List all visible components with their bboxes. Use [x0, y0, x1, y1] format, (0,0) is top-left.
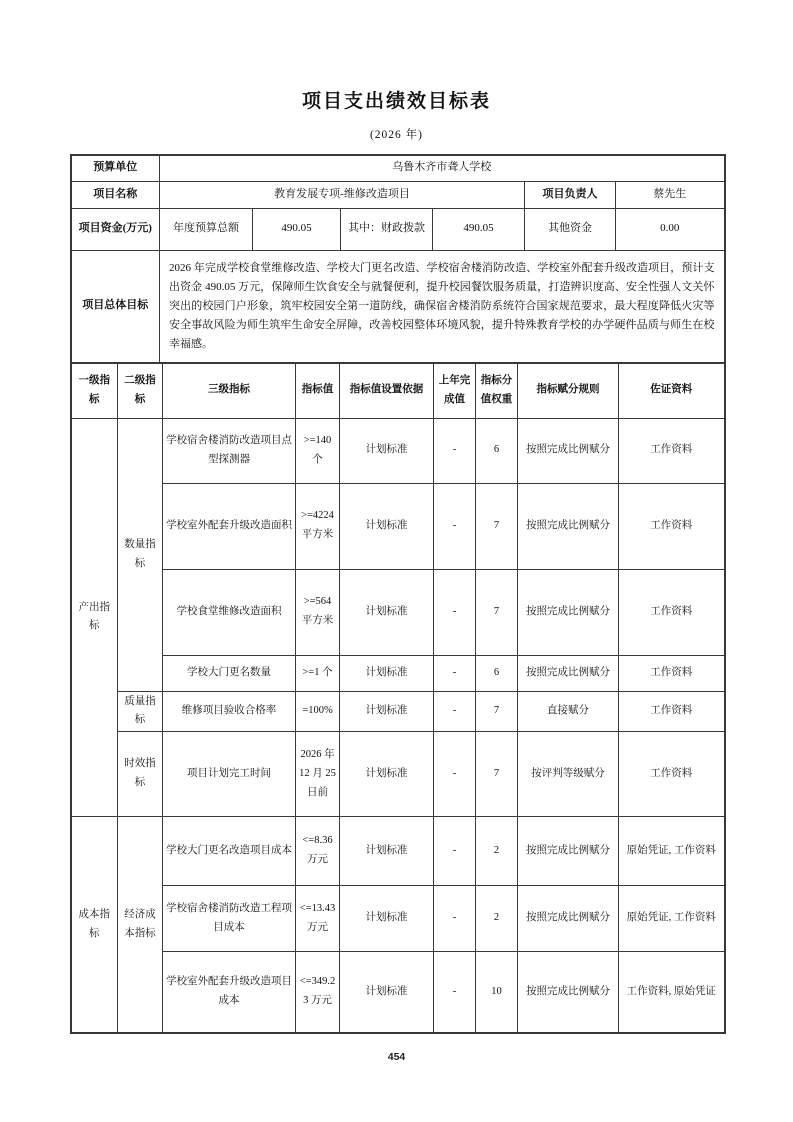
indicator-weight-cell: 6	[476, 418, 518, 483]
indicator-value-cell: 2026 年 12 月 25 日前	[296, 732, 340, 817]
header-level3: 三级指标	[163, 363, 296, 418]
indicator-rule-cell: 按照完成比例赋分	[518, 817, 619, 886]
indicator-row	[71, 817, 725, 886]
level2-timeliness-cell: 时效指标	[118, 732, 163, 817]
indicator-basis-cell: 计划标准	[340, 483, 434, 569]
indicator-rule-cell: 按照完成比例赋分	[518, 886, 619, 952]
project-leader-value: 蔡先生	[616, 181, 725, 208]
page-title: 项目支出绩效目标表	[301, 91, 491, 112]
indicator-evidence-cell: 工作资料	[619, 418, 725, 483]
indicator-basis-cell: 计划标准	[340, 952, 434, 1033]
page-number: 454	[387, 1050, 406, 1063]
indicator-basis-cell: 计划标准	[340, 655, 434, 691]
indicator-name-cell: 项目计划完工时间	[163, 732, 296, 817]
indicator-evidence-cell: 原始凭证, 工作资料	[619, 886, 725, 952]
indicator-prev-cell: -	[434, 952, 476, 1033]
indicator-prev-cell: -	[434, 886, 476, 952]
header-level2: 二级指标	[118, 363, 163, 418]
indicator-basis-cell: 计划标准	[340, 817, 434, 886]
indicator-weight-cell: 2	[476, 817, 518, 886]
indicator-basis-cell: 计划标准	[340, 886, 434, 952]
annual-budget-value: 490.05	[253, 208, 341, 250]
indicator-name-cell: 学校大门更名数量	[163, 655, 296, 691]
indicator-prev-cell: -	[434, 817, 476, 886]
overall-goal-text: 2026 年完成学校食堂维修改造、学校大门更名改造、学校宿舍楼消防改造、学校室外配套升级改造项目，预计支出资金 490.05 万元，保障师生饮食安全与就餐便利，提升校园餐饮服务质量，打造辨识度高、安全性强人文关怀突出的校园门户形象，筑牢校园安全第一道防线，确保宿舍楼消防系统符合国家规范要求，最大程度降低火灾等安全事故风险为师生筑牢生命安全屏障，改善校园整体环境风貌，提升特殊教育学校的办学硬件品质与师生在校幸福感。	[160, 250, 725, 363]
indicator-weight-cell: 7	[476, 732, 518, 817]
indicator-value-cell: <=349.23 万元	[296, 952, 340, 1033]
indicator-rule-cell: 按照完成比例赋分	[518, 655, 619, 691]
budget-unit-value: 乌鲁木齐市聋人学校	[160, 155, 725, 181]
indicator-rule-cell: 按评判等级赋分	[518, 732, 619, 817]
level2-quality-cell: 质量指标	[118, 691, 163, 732]
budget-unit-label: 预算单位	[71, 155, 160, 181]
indicator-basis-cell: 计划标准	[340, 418, 434, 483]
project-info-table	[70, 154, 726, 364]
indicator-name-cell: 维修项目验收合格率	[163, 691, 296, 732]
indicator-basis-cell: 计划标准	[340, 569, 434, 655]
indicator-row	[71, 732, 725, 817]
project-name-label: 项目名称	[71, 181, 160, 208]
indicator-prev-cell: -	[434, 569, 476, 655]
indicator-evidence-cell: 工作资料, 原始凭证	[619, 952, 725, 1033]
header-weight: 指标分值权重	[476, 363, 518, 418]
indicator-rule-cell: 直接赋分	[518, 691, 619, 732]
indicator-rule-cell: 按照完成比例赋分	[518, 952, 619, 1033]
header-value: 指标值	[296, 363, 340, 418]
indicator-header-row	[71, 363, 725, 418]
indicator-prev-cell: -	[434, 418, 476, 483]
table-row	[71, 155, 725, 181]
indicator-weight-cell: 10	[476, 952, 518, 1033]
indicator-evidence-cell: 工作资料	[619, 732, 725, 817]
level2-quantity-cell: 数量指标	[118, 418, 163, 691]
indicator-row	[71, 569, 725, 655]
indicator-value-cell: =100%	[296, 691, 340, 732]
indicator-weight-cell: 6	[476, 655, 518, 691]
indicator-weight-cell: 7	[476, 569, 518, 655]
indicator-table	[70, 362, 726, 1034]
indicator-evidence-cell: 工作资料	[619, 691, 725, 732]
header-prev-year: 上年完成值	[434, 363, 476, 418]
indicator-row	[71, 691, 725, 732]
indicator-row	[71, 655, 725, 691]
indicator-prev-cell: -	[434, 732, 476, 817]
indicator-name-cell: 学校室外配套升级改造项目成本	[163, 952, 296, 1033]
indicator-name-cell: 学校宿舍楼消防改造工程项目成本	[163, 886, 296, 952]
table-row	[71, 208, 725, 250]
indicator-weight-cell: 2	[476, 886, 518, 952]
indicator-row	[71, 418, 725, 483]
indicator-value-cell: >=140 个	[296, 418, 340, 483]
header-basis: 指标值设置依据	[340, 363, 434, 418]
header-evidence: 佐证资料	[619, 363, 725, 418]
indicator-evidence-cell: 工作资料	[619, 655, 725, 691]
indicator-name-cell: 学校大门更名改造项目成本	[163, 817, 296, 886]
indicator-evidence-cell: 工作资料	[619, 569, 725, 655]
indicator-evidence-cell: 原始凭证, 工作资料	[619, 817, 725, 886]
indicator-name-cell: 学校食堂维修改造面积	[163, 569, 296, 655]
table-row	[71, 181, 725, 208]
other-funds-label: 其他资金	[525, 208, 616, 250]
indicator-value-cell: >=1 个	[296, 655, 340, 691]
project-name-value: 教育发展专项-维修改造项目	[160, 181, 525, 208]
indicator-evidence-cell: 工作资料	[619, 483, 725, 569]
indicator-row	[71, 952, 725, 1033]
indicator-prev-cell: -	[434, 655, 476, 691]
indicator-value-cell: >=4224 平方米	[296, 483, 340, 569]
indicator-prev-cell: -	[434, 691, 476, 732]
fiscal-allocation-label: 其中：财政拨款	[341, 208, 433, 250]
indicator-name-cell: 学校室外配套升级改造面积	[163, 483, 296, 569]
indicator-rule-cell: 按照完成比例赋分	[518, 483, 619, 569]
indicator-row	[71, 886, 725, 952]
header-level1: 一级指标	[71, 363, 118, 418]
overall-goal-label: 项目总体目标	[71, 250, 160, 363]
indicator-weight-cell: 7	[476, 691, 518, 732]
indicator-name-cell: 学校宿舍楼消防改造项目点型探测器	[163, 418, 296, 483]
header-rule: 指标赋分规则	[518, 363, 619, 418]
indicator-prev-cell: -	[434, 483, 476, 569]
indicator-value-cell: >=564 平方米	[296, 569, 340, 655]
other-funds-value: 0.00	[616, 208, 725, 250]
indicator-value-cell: <=8.36 万元	[296, 817, 340, 886]
performance-target-table	[70, 154, 724, 1034]
level1-cost-cell: 成本指标	[71, 817, 118, 1033]
project-funds-label: 项目资金(万元)	[71, 208, 160, 250]
fiscal-allocation-value: 490.05	[433, 208, 525, 250]
page-subtitle: (2026 年)	[369, 129, 424, 141]
indicator-rule-cell: 按照完成比例赋分	[518, 418, 619, 483]
table-row	[71, 250, 725, 363]
indicator-value-cell: <=13.43 万元	[296, 886, 340, 952]
level2-economic-cost-cell: 经济成本指标	[118, 817, 163, 1033]
indicator-basis-cell: 计划标准	[340, 691, 434, 732]
indicator-weight-cell: 7	[476, 483, 518, 569]
annual-budget-label: 年度预算总额	[160, 208, 253, 250]
project-leader-label: 项目负责人	[525, 181, 616, 208]
indicator-row	[71, 483, 725, 569]
level1-output-cell: 产出指标	[71, 418, 118, 817]
indicator-rule-cell: 按照完成比例赋分	[518, 569, 619, 655]
indicator-basis-cell: 计划标准	[340, 732, 434, 817]
